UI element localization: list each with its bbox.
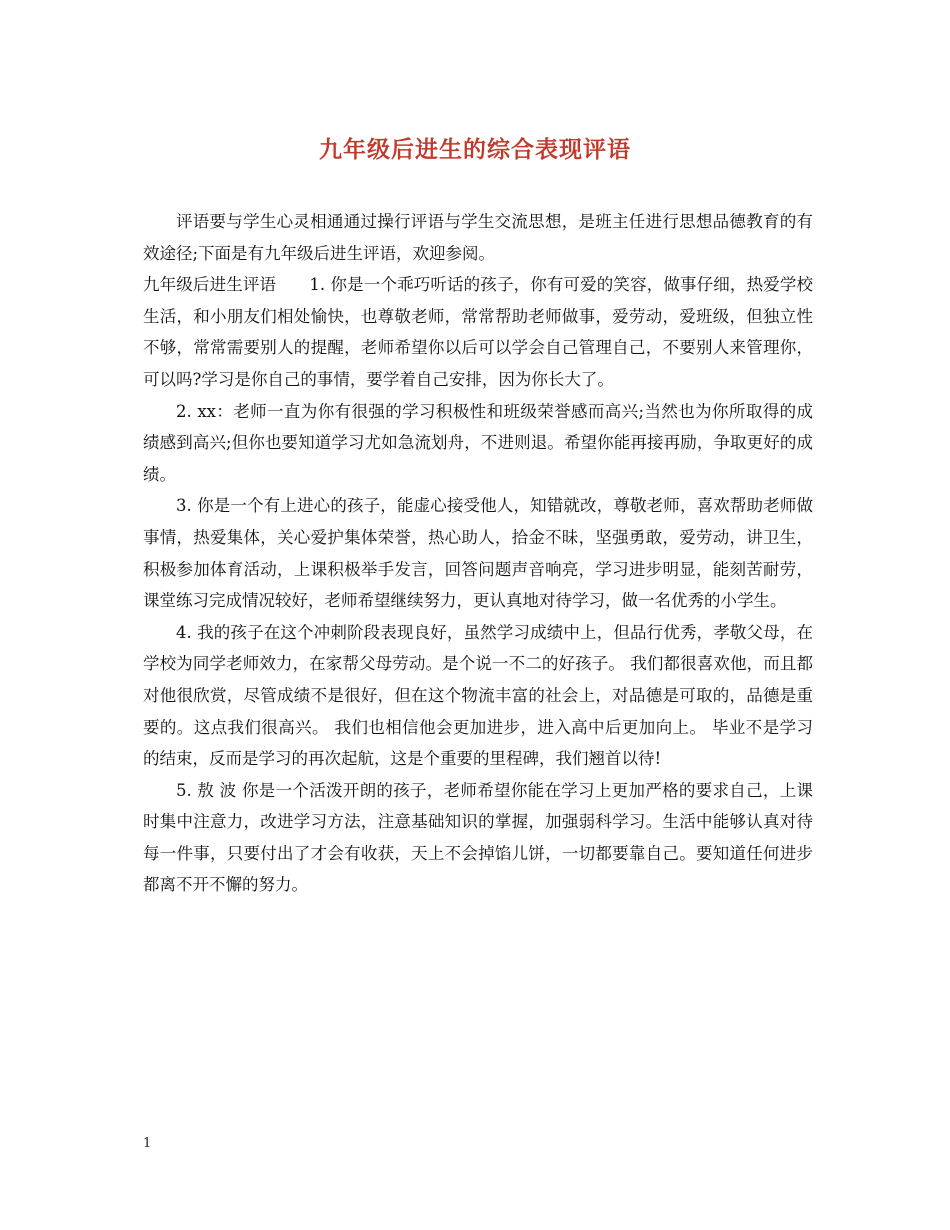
comment-paragraph-3: 3. 你是一个有上进心的孩子，能虚心接受他人，知错就改，尊敬老师，喜欢帮助老师做事情，热爱集体，关心爱护集体荣誉，热心助人，拾金不昧，坚强勇敢，爱劳动，讲卫生，积极参加体育活动，上课积极举手发言，回答问题声音响亮，学习进步明显，能刻苦耐劳，课堂练习完成情况较好，老师希望继续努力，更认真地对待学习，做一名优秀的小学生。: [143, 496, 813, 611]
comment-paragraph-4: 4. 我的孩子在这个冲刺阶段表现良好，虽然学习成绩中上，但品行优秀，孝敬父母，在学校为同学老师效力，在家帮父母劳动。是个说一不二的好孩子。 我们都很喜欢他，而且都对他很欣赏，尽管成绩不是很好，但在这个物流丰富的社会上，对品德是可取的，品德是重要的。这点我们很高兴。 我们也相信他会更加进步，进入高中后更加向上。 毕业不是学习的结束，反而是学习的再次起航，这是个重要的里程碑，我们翘首以待!: [143, 622, 813, 769]
document-title: 九年级后进生的综合表现评语: [319, 136, 631, 163]
comment-paragraph-2: 2. xx：老师一直为你有很强的学习积极性和班级荣誉感而高兴;当然也为你所取得的成绩感到高兴;但你也要知道学习尤如急流划舟，不进则退。希望你能再接再励，争取更好的成绩。: [143, 401, 813, 484]
page-number: 1: [143, 1136, 152, 1151]
document-body: [143, 206, 813, 901]
comment-paragraph-5: 5. 敖 波 你是一个活泼开朗的孩子，老师希望你能在学习上更加严格的要求自己，上课时集中注意力，改进学习方法，注意基础知识的掌握，加强弱科学习。生活中能够认真对待每一件事，只要付出了才会有收获，天上不会掉馅儿饼，一切都要靠自己。要知道任何进步都离不开不懈的努力。: [143, 780, 813, 895]
intro-paragraph: 评语要与学生心灵相通通过操行评语与学生交流思想，是班主任进行思想品德教育的有效途径;下面是有九年级后进生评语，欢迎参阅。: [143, 212, 813, 263]
comment-paragraph-1: 九年级后进生评语 1. 你是一个乖巧听话的孩子，你有可爱的笑容，做事仔细，热爱学校生活，和小朋友们相处愉快，也尊敬老师，常常帮助老师做事，爱劳动，爱班级，但独立性不够，常常需要别人的提醒，老师希望你以后可以学会自己管理自己，不要别人来管理你，可以吗?学习是你自己的事情，要学着自己安排，因为你长大了。: [143, 275, 813, 389]
